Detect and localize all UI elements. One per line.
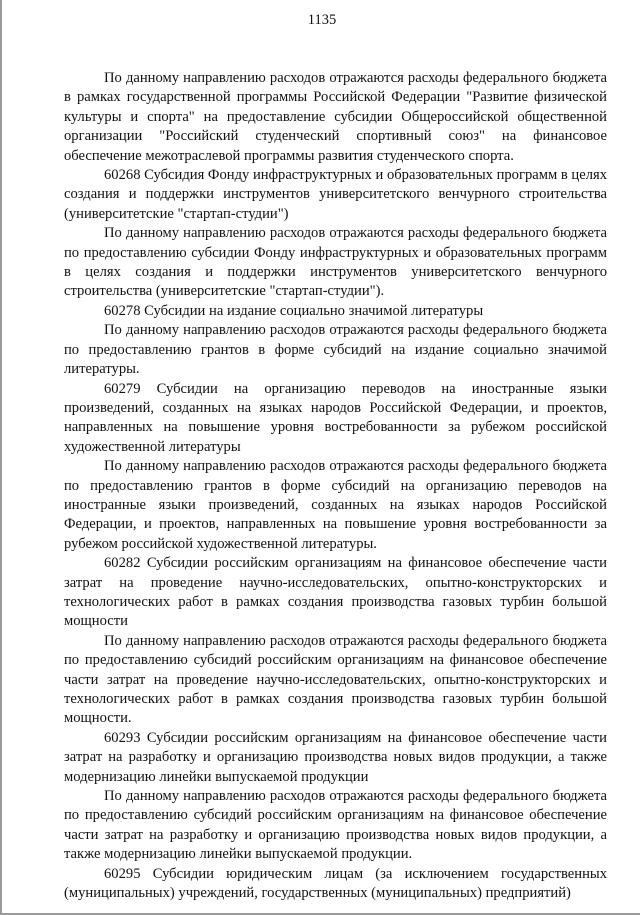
- paragraph: По данному направлению расходов отражаются расходы федерального бюджета по предоставлению субсидий российским организациям на финансовое обеспечение части затрат на разработку и организацию производства новых видов продукции, а также модернизацию линейки выпускаемой продукции.: [64, 788, 607, 863]
- section-heading-60295: 60295 Субсидии юридическим лицам (за исключением государственных (муниципальных) учреждений, государственных (муниципальных) предприятий): [64, 865, 607, 902]
- section-heading-60293: 60293 Субсидии российским организациям на финансовое обеспечение части затрат на разработку и организацию производства новых видов продукции, а также модернизацию линейки выпускаемой продукции: [64, 729, 607, 785]
- paragraph: По данному направлению расходов отражаются расходы федерального бюджета в рамках государственной программы Российской Федерации "Развитие физической культуры и спорта" на предоставление субсидии Общероссийской общественной организации "Российский студенческий спортивный союз" на финансовое обеспечение межотраслевой программы развития студенческого спорта.: [64, 70, 607, 164]
- section-heading-60282: 60282 Субсидии российским организациям на финансовое обеспечение части затрат на проведение научно-исследовательских, опытно-конструкторских и технологических работ в рамках создания производства газовых турбин большой мощности: [64, 555, 607, 630]
- paragraph: По данному направлению расходов отражаются расходы федерального бюджета по предоставлению грантов в форме субсидий на издание социально значимой литературы.: [64, 322, 607, 378]
- paragraph: По данному направлению расходов отражаются расходы федерального бюджета по предоставлению субсидии Фонду инфраструктурных и образовательных программ в целях создания и поддержки инструментов университетского венчурного строительства (университетские "стартап-студии").: [64, 225, 607, 300]
- paragraph: По данному направлению расходов отражаются расходы федерального бюджета по предоставлению субсидий российским организациям на финансовое обеспечение части затрат на проведение научно-исследовательских, опытно-конструкторских и технологических работ в рамках создания производства газовых турбин большой мощности.: [64, 632, 607, 727]
- section-heading-60279: 60279 Субсидии на организацию переводов на иностранные языки произведений, созданных на языках народов Российской Федерации, и проектов, направленных на повышение уровня востребованности за рубежом российской художественной литературы: [64, 380, 607, 455]
- document-body: [64, 69, 607, 903]
- page-number: 1135: [307, 12, 337, 28]
- paragraph: По данному направлению расходов отражаются расходы федерального бюджета по предоставлению грантов в форме субсидий на организацию переводов на иностранные языки произведений, созданных на языках народов Российской Федерации, и проектов, направленных на повышение уровня востребованности за рубежом российской художественной литературы.: [64, 458, 607, 552]
- section-heading-60278: 60278 Субсидии на издание социально значимой литературы: [104, 302, 484, 319]
- section-heading-60268: 60268 Субсидия Фонду инфраструктурных и образовательных программ в целях создания и поддержки инструментов университетского венчурного строительства (университетские "стартап-студии"): [64, 167, 607, 222]
